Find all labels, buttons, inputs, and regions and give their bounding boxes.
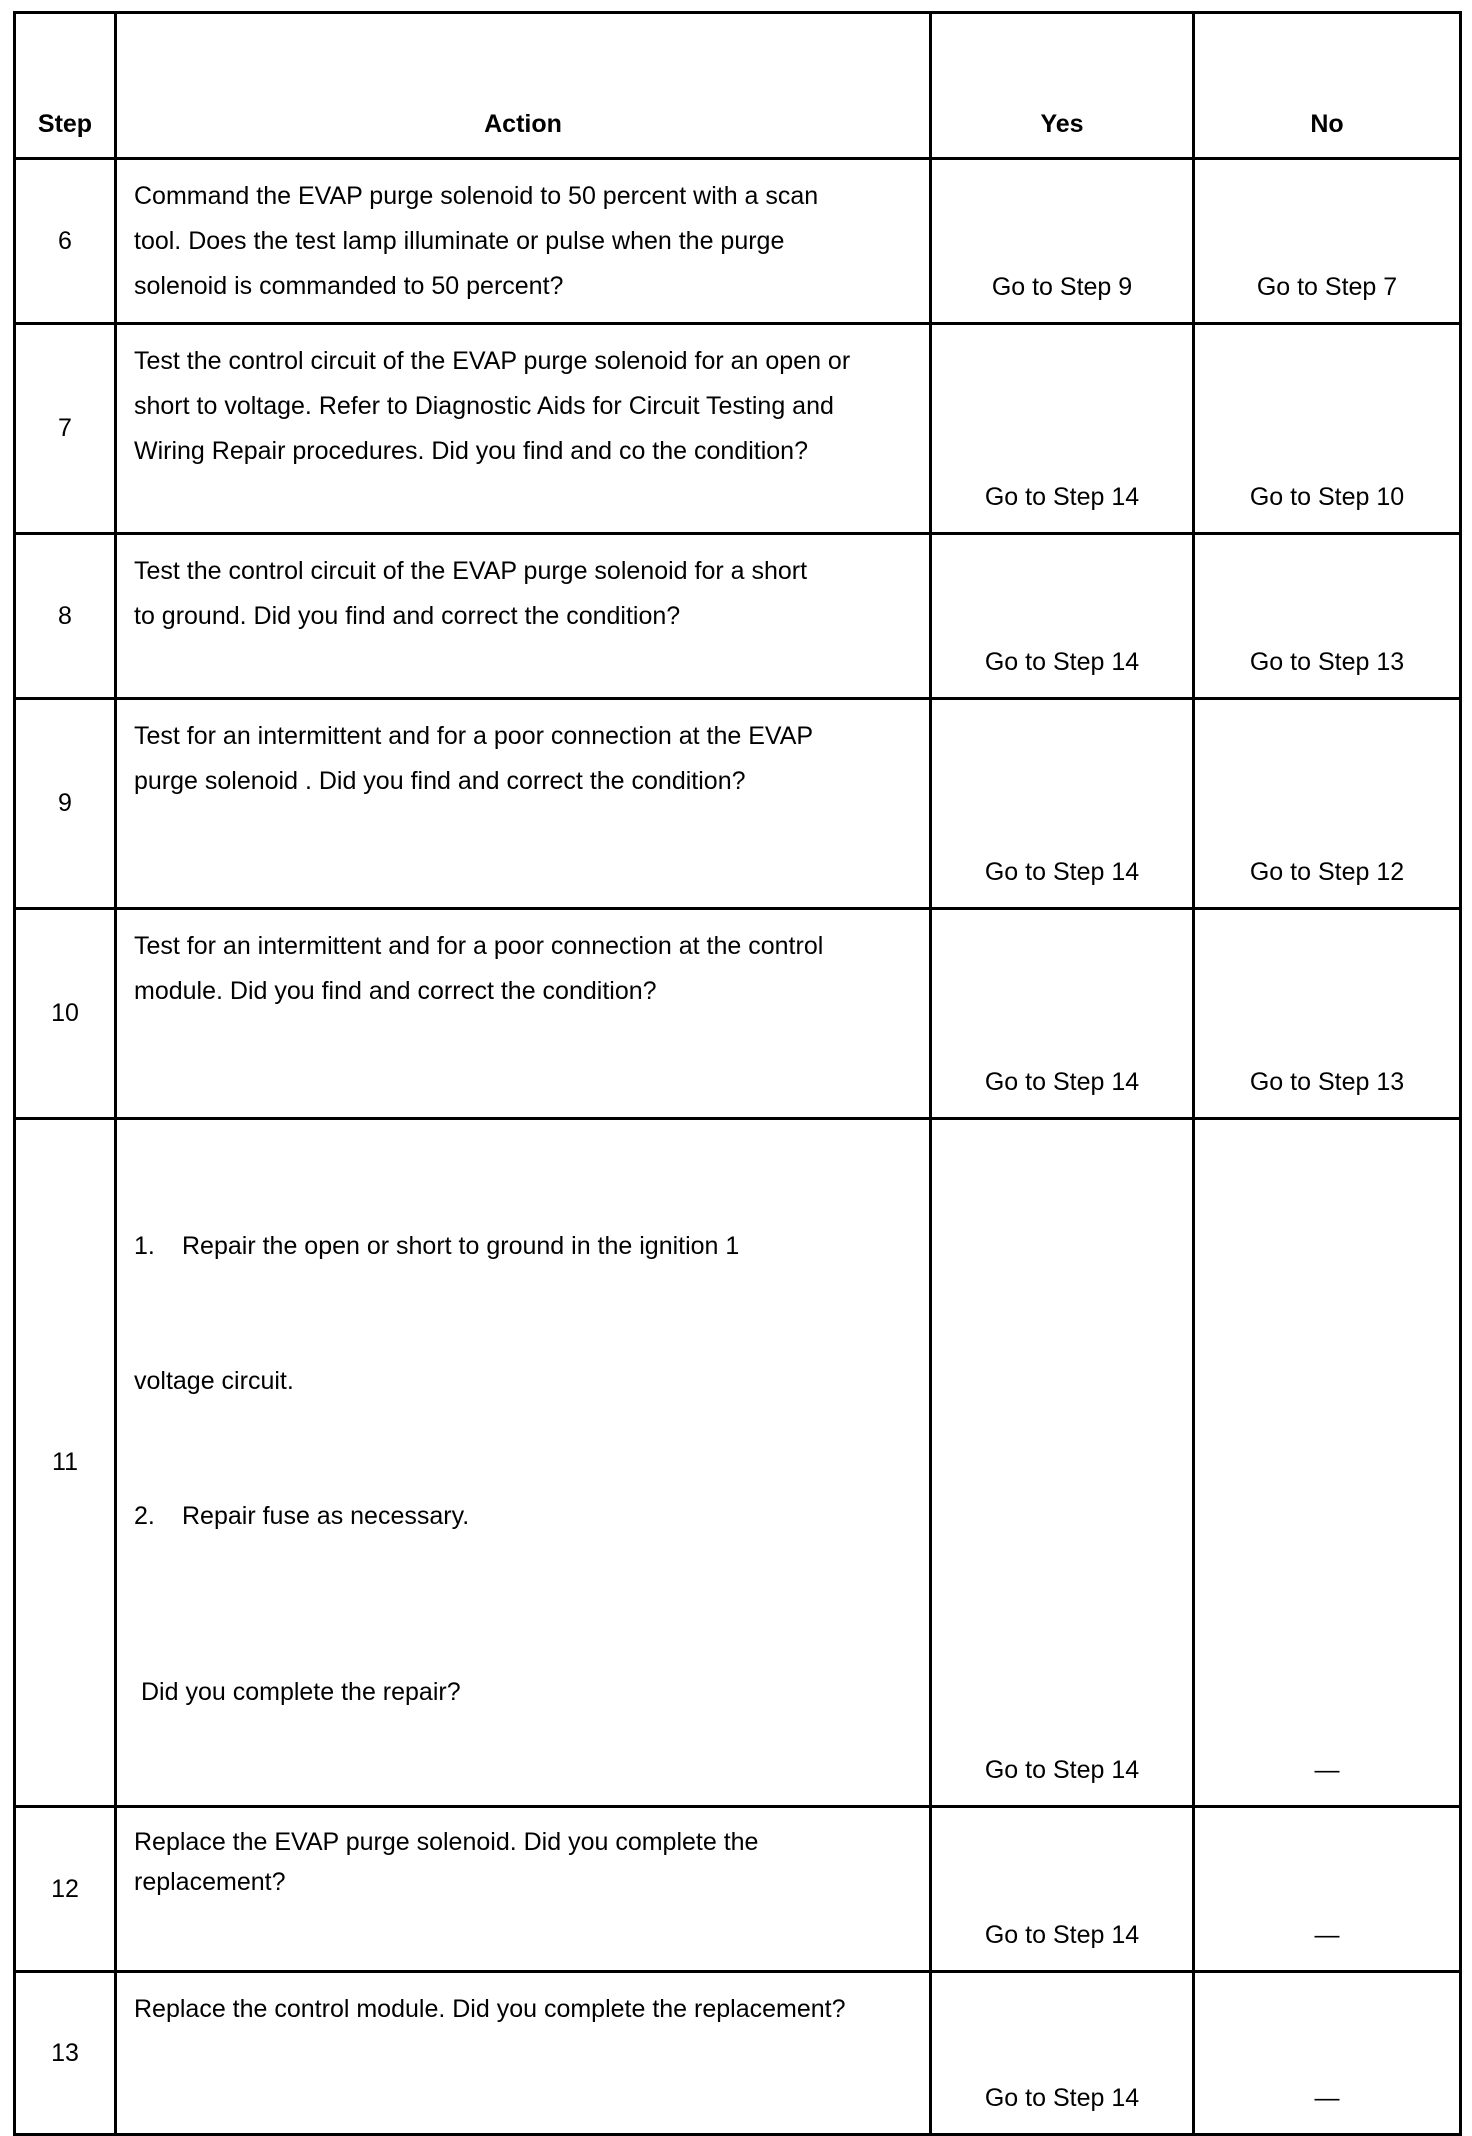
- list-text: Repair fuse as necessary.: [182, 1502, 470, 1530]
- table-row: [15, 324, 1461, 534]
- header-yes: Yes: [931, 13, 1194, 159]
- action-text: Replace the EVAP purge solenoid. Did you complete the replacement?: [134, 1828, 766, 1896]
- no-result: —: [1314, 1756, 1340, 1784]
- no-result: Go to Step 13: [1249, 648, 1405, 676]
- table-row: [15, 1119, 1461, 1807]
- no-cell: [1194, 1119, 1461, 1807]
- yes-result: Go to Step 14: [984, 1921, 1140, 1949]
- step-number: 13: [15, 1972, 116, 2135]
- list-number: 2.: [134, 1502, 155, 1530]
- yes-cell: [931, 1119, 1194, 1807]
- no-result: —: [1314, 1921, 1340, 1949]
- yes-cell: [931, 534, 1194, 699]
- list-item: [134, 1224, 917, 1269]
- step-number: 9: [15, 699, 116, 909]
- action-question: Did you complete the repair?: [141, 1678, 461, 1706]
- action-text: Replace the control module. Did you complete the replacement?: [134, 1995, 846, 2023]
- step-number: 6: [15, 159, 116, 324]
- header-step: Step: [15, 13, 116, 159]
- yes-result: Go to Step 14: [984, 1068, 1140, 1096]
- no-cell: [1194, 1807, 1461, 1972]
- table-row: [15, 534, 1461, 699]
- yes-result: Go to Step 14: [984, 1756, 1140, 1784]
- table-row: [15, 159, 1461, 324]
- no-cell: [1194, 909, 1461, 1119]
- action-cell: [116, 159, 931, 324]
- list-continuation: voltage circuit.: [134, 1367, 294, 1395]
- yes-result: Go to Step 14: [984, 2084, 1140, 2112]
- no-result: Go to Step 13: [1249, 1068, 1405, 1096]
- action-cell: [116, 534, 931, 699]
- no-result: Go to Step 7: [1256, 273, 1398, 301]
- table-row: [15, 909, 1461, 1119]
- yes-cell: [931, 159, 1194, 324]
- step-number: 10: [15, 909, 116, 1119]
- table-row: [15, 699, 1461, 909]
- yes-cell: [931, 909, 1194, 1119]
- no-cell: [1194, 534, 1461, 699]
- action-cell: [116, 1119, 931, 1807]
- list-item: [134, 1494, 917, 1539]
- no-result: Go to Step 10: [1249, 483, 1405, 511]
- list-text: Repair the open or short to ground in the ignition 1: [182, 1232, 740, 1260]
- list-number: 1.: [134, 1232, 155, 1260]
- yes-cell: [931, 1807, 1194, 1972]
- diagnostic-table: [13, 11, 1462, 2136]
- yes-result: Go to Step 9: [991, 273, 1133, 301]
- yes-cell: [931, 324, 1194, 534]
- action-cell: [116, 1807, 931, 1972]
- action-text: Test the control circuit of the EVAP purge solenoid for a short to ground. Did you find and correct the condition?: [134, 557, 814, 630]
- yes-result: Go to Step 14: [984, 648, 1140, 676]
- yes-cell: [931, 1972, 1194, 2135]
- action-list: [117, 1120, 929, 1805]
- table-header-row: [15, 13, 1461, 159]
- yes-result: Go to Step 14: [984, 858, 1140, 886]
- step-number: 7: [15, 324, 116, 534]
- no-result: Go to Step 12: [1249, 858, 1405, 886]
- action-text: Command the EVAP purge solenoid to 50 percent with a scan tool. Does the test lamp illuminate or pulse when the purge solenoid is commanded to 50 percent?: [134, 182, 826, 300]
- no-cell: [1194, 699, 1461, 909]
- step-number: 8: [15, 534, 116, 699]
- step-number: 12: [15, 1807, 116, 1972]
- yes-cell: [931, 699, 1194, 909]
- action-cell: [116, 324, 931, 534]
- action-text: Test for an intermittent and for a poor connection at the EVAP purge solenoid . Did you find and correct the condition?: [134, 722, 820, 795]
- table-row: [15, 1807, 1461, 1972]
- action-cell: [116, 1972, 931, 2135]
- no-cell: [1194, 324, 1461, 534]
- step-number: 11: [15, 1119, 116, 1807]
- action-text: Test for an intermittent and for a poor connection at the control module. Did you find and correct the condition?: [134, 932, 831, 1005]
- table-row: [15, 1972, 1461, 2135]
- header-action: Action: [116, 13, 931, 159]
- no-result: —: [1314, 2084, 1340, 2112]
- no-cell: [1194, 159, 1461, 324]
- no-cell: [1194, 1972, 1461, 2135]
- action-cell: [116, 699, 931, 909]
- yes-result: Go to Step 14: [984, 483, 1140, 511]
- action-text: Test the control circuit of the EVAP purge solenoid for an open or short to voltage. Refer to Diagnostic Aids for Circuit Testing and Wiring Repair procedures. Did you find and co the condition?: [134, 347, 858, 465]
- header-no: No: [1194, 13, 1461, 159]
- action-cell: [116, 909, 931, 1119]
